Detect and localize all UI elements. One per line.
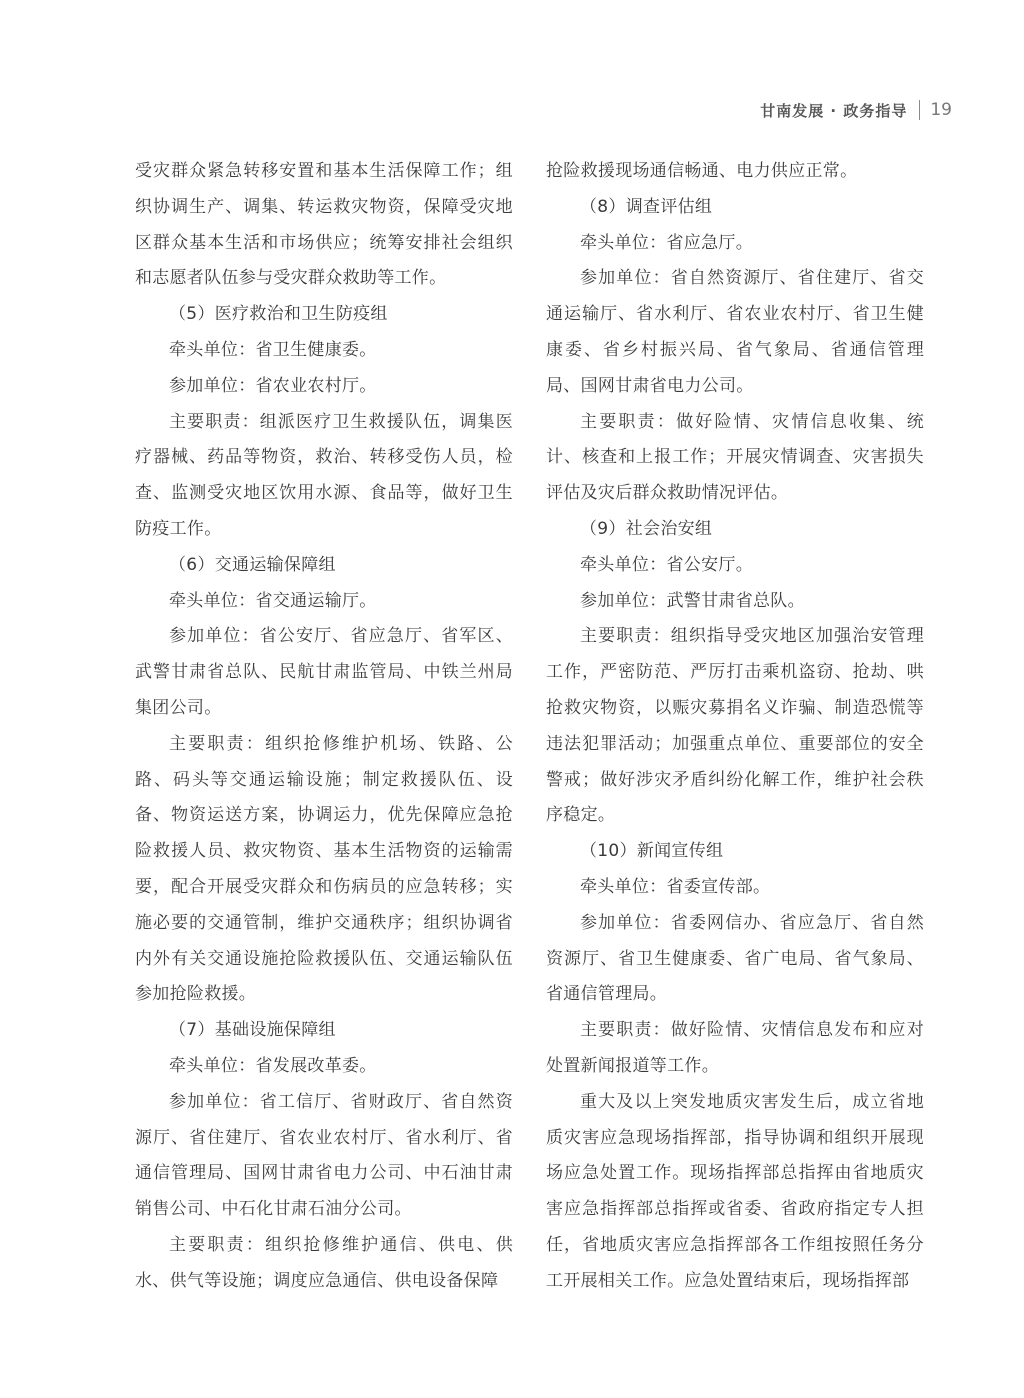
paragraph: 参加单位：省工信厅、省财政厅、省自然资源厅、省住建厅、省农业农村厅、省水利厅、省通信管理局、国网甘肃省电力公司、中石油甘肃销售公司、中石化甘肃石油分公司。 (135, 1091, 513, 1220)
page-header (760, 99, 952, 121)
section-heading: （7）基础设施保障组 (169, 1020, 336, 1041)
paragraph: 参加单位：省自然资源厅、省住建厅、省交通运输厅、省水利厅、省农业农村厅、省卫生健康委、省乡村振兴局、省气象局、省通信管理局、国网甘肃省电力公司。 (546, 268, 924, 396)
paragraph: 重大及以上突发地质灾害发生后，成立省地质灾害应急现场指挥部，指导协调和组织开展现场应急处置工作。现场指挥部总指挥由省地质灾害应急指挥部总指挥或省委、省政府指定专人担任，省地质灾害应急指挥部各工作组按照任务分工开展相关工作。应急处置结束后，现场指挥部 (546, 1091, 924, 1291)
section-heading: （10）新闻宣传组 (580, 841, 724, 862)
paragraph: 主要职责：组派医疗卫生救援队伍，调集医疗器械、药品等物资，救治、转移受伤人员，检查、监测受灾地区饮用水源、食品等，做好卫生防疫工作。 (135, 411, 513, 539)
paragraph: 主要职责：组织抢修维护机场、铁路、公路、码头等交通运输设施；制定救援队伍、设备、物资运送方案，协调运力，优先保障应急抢险救援人员、救灾物资、基本生活物资的运输需要，配合开展受灾群众和伤病员的应急转移；实施必要的交通管制，维护交通秩序；组织协调省内外有关交通设施抢险救援队伍、交通运输队伍参加抢险救援。 (135, 733, 513, 1005)
paragraph: 牵头单位：省卫生健康委。 (169, 339, 377, 360)
right-column (546, 154, 924, 1300)
section-heading: （5）医疗救治和卫生防疫组 (169, 304, 388, 325)
paragraph: 参加单位：省委网信办、省应急厅、省自然资源厅、省卫生健康委、省广电局、省气象局、省通信管理局。 (546, 912, 924, 1005)
section-heading: （9）社会治安组 (580, 518, 713, 539)
paragraph: 参加单位：省公安厅、省应急厅、省军区、武警甘肃省总队、民航甘肃监管局、中铁兰州局集团公司。 (135, 626, 513, 718)
paragraph: 牵头单位：省应急厅。 (580, 232, 753, 253)
paragraph: 主要职责：组织指导受灾地区加强治安管理工作，严密防范、严厉打击乘机盗窃、抢劫、哄抢救灾物资，以赈灾募捐名义诈骗、制造恐慌等违法犯罪活动；加强重点单位、重要部位的安全警戒；做好涉灾矛盾纠纷化解工作，维护社会秩序稳定。 (546, 626, 924, 826)
section-heading: （8）调查评估组 (580, 196, 713, 217)
paragraph: 牵头单位：省委宣传部。 (580, 876, 771, 897)
paragraph: 参加单位：武警甘肃省总队。 (580, 590, 805, 611)
left-column (135, 154, 513, 1300)
paragraph: 受灾群众紧急转移安置和基本生活保障工作；组织协调生产、调集、转运救灾物资，保障受灾地区群众基本生活和市场供应；统筹安排社会组织和志愿者队伍参与受灾群众救助等工作。 (135, 161, 513, 289)
paragraph: 牵头单位：省交通运输厅。 (169, 590, 377, 611)
section-heading: （6）交通运输保障组 (169, 554, 336, 575)
paragraph: 主要职责：组织抢修维护通信、供电、供水、供气等设施；调度应急通信、供电设备保障 (135, 1234, 513, 1291)
paragraph: 主要职责：做好险情、灾情信息收集、统计、核查和上报工作；开展灾情调查、灾害损失评估及灾后群众救助情况评估。 (546, 411, 924, 504)
page-number: 19 (930, 100, 952, 120)
paragraph: 牵头单位：省公安厅。 (580, 554, 753, 575)
running-title: 甘南发展 · 政务指导 (760, 101, 908, 120)
paragraph: 主要职责：做好险情、灾情信息发布和应对处置新闻报道等工作。 (546, 1020, 924, 1076)
paragraph: 抢险救援现场通信畅通、电力供应正常。 (546, 161, 858, 181)
paragraph: 参加单位：省农业农村厅。 (169, 375, 377, 396)
header-divider (919, 100, 920, 120)
paragraph: 牵头单位：省发展改革委。 (169, 1055, 377, 1076)
